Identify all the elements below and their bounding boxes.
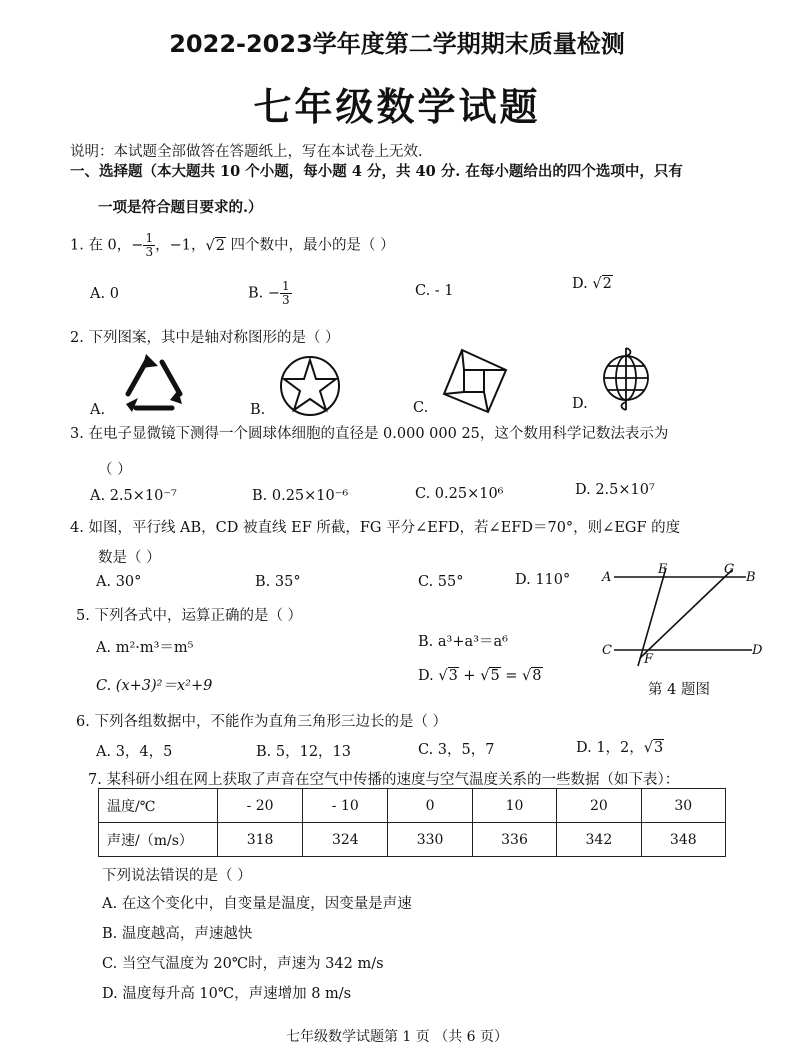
section1-heading: 一、选择题（本大题共 10 个小题，每小题 4 分，共 40 分. 在每小题给出的四个选项中，只有	[70, 163, 683, 180]
exam-subtitle: 七年级数学试题	[253, 85, 541, 129]
table-header-cell: 声速/（m/s）	[99, 823, 218, 857]
question-6-option-d: D. 1，2，√3	[576, 740, 664, 756]
question-4-stem: 4. 如图，平行线 AB，CD 被直线 EF 所截，FG 平分∠EFD，若∠EFD＝70°，则∠EGF 的度	[70, 520, 681, 536]
point-label-e: E	[658, 562, 668, 577]
table-cell: 324	[303, 823, 388, 857]
table-cell: 0	[388, 789, 472, 823]
question-3-stem: 3. 在电子显微镜下测得一个圆球体细胞的直径是 0.000 000 25，这个数用科学记数法表示为	[70, 426, 669, 442]
table-cell: 348	[641, 823, 725, 857]
question-2-option-b: B.	[250, 402, 266, 418]
point-label-a: A	[602, 570, 612, 585]
parallel-lines-figure	[596, 560, 766, 672]
question-3-option-a: A. 2.5×10⁻⁷	[90, 488, 177, 504]
question-1-option-d: D. √2	[572, 276, 612, 292]
star-in-circle-figure	[278, 354, 342, 418]
point-label-f: F	[644, 652, 654, 667]
temperature-speed-table	[98, 788, 726, 857]
exam-title: 2022-2023学年度第二学期期末质量检测	[169, 30, 625, 58]
fraction: $\frac{1}{3}$	[145, 231, 154, 259]
question-6-option-a: A. 3，4，5	[96, 744, 173, 760]
globe-figure	[600, 344, 652, 412]
point-label-d: D	[752, 643, 763, 658]
question-7-substem: 下列说法错误的是（ ）	[102, 868, 252, 884]
question-5-stem: 5. 下列各式中，运算正确的是（ ）	[76, 608, 303, 624]
question-2-stem: 2. 下列图案，其中是轴对称图形的是（ ）	[70, 330, 340, 346]
table-cell: - 20	[218, 789, 303, 823]
question-4-option-d: D. 110°	[515, 572, 571, 588]
table-cell: - 10	[303, 789, 388, 823]
pinwheel-square-figure	[440, 348, 510, 414]
question-5-option-d: D. √3 + √5 = √8	[418, 668, 542, 684]
question-3-option-d: D. 2.5×10⁷	[575, 482, 655, 498]
table-cell: 330	[388, 823, 472, 857]
question-4-option-a: A. 30°	[96, 574, 142, 590]
question-3-stem-cont: （ ）	[98, 462, 132, 478]
table-row	[99, 789, 726, 823]
point-label-c: C	[602, 643, 612, 658]
question-7-option-c: C. 当空气温度为 20℃时，声速为 342 m/s	[102, 956, 384, 972]
sqrt-expression: √2	[205, 237, 225, 254]
section1-heading-cont: 一项是符合题目要求的.）	[98, 199, 263, 216]
question-7-option-d: D. 温度每升高 10℃，声速增加 8 m/s	[102, 986, 352, 1002]
question-7-option-b: B. 温度越高，声速越快	[102, 926, 253, 942]
question-4-stem-cont: 数是（ ）	[98, 550, 161, 566]
question-5-option-a: A. m²·m³＝m⁵	[96, 640, 194, 656]
recycle-triangle-figure	[118, 352, 190, 414]
question-1-option-b: B. − $\frac{1}{3}$	[248, 279, 290, 307]
question-5-option-c: C. (x+3)²＝x²+9	[96, 678, 213, 694]
question-4-option-c: C. 55°	[418, 574, 464, 590]
table-cell: 10	[472, 789, 556, 823]
question-3-option-c: C. 0.25×10⁶	[415, 486, 504, 502]
table-cell: 30	[641, 789, 725, 823]
point-label-b: B	[746, 570, 756, 585]
question-6-option-b: B. 5，12，13	[256, 744, 352, 760]
question-1-option-a: A. 0	[90, 286, 119, 302]
question-1-stem: 1. 在 0，− $\frac{1}{3}$ ，−1，√2 四个数中，最小的是（ ）	[70, 231, 395, 259]
instructions-note: 说明：本试题全部做答在答题纸上，写在本试卷上无效.	[70, 144, 423, 160]
question-6-option-c: C. 3，5，7	[418, 742, 495, 758]
point-label-g: G	[724, 562, 735, 577]
question-7-stem: 7. 某科研小组在网上获取了声音在空气中传播的速度与空气温度关系的一些数据（如下表）：	[88, 772, 680, 788]
page-footer: 七年级数学试题第 1 页 （共 6 页）	[285, 1029, 509, 1045]
table-header-cell: 温度/℃	[99, 789, 218, 823]
table-cell: 318	[218, 823, 303, 857]
table-row	[99, 823, 726, 857]
question-7-option-a: A. 在这个变化中，自变量是温度，因变量是声速	[102, 896, 412, 912]
question-5-option-b: B. a³+a³＝a⁶	[418, 634, 508, 650]
question-1-option-c: C. - 1	[415, 283, 454, 299]
question-2-option-c: C.	[413, 400, 429, 416]
figure-4-caption: 第 4 题图	[648, 682, 710, 698]
question-2-option-a: A.	[90, 402, 106, 418]
question-6-stem: 6. 下列各组数据中，不能作为直角三角形三边长的是（ ）	[76, 714, 448, 730]
table-cell: 342	[557, 823, 641, 857]
question-3-option-b: B. 0.25×10⁻⁶	[252, 488, 349, 504]
table-cell: 336	[472, 823, 556, 857]
question-2-option-d: D.	[572, 396, 588, 412]
table-cell: 20	[557, 789, 641, 823]
question-4-option-b: B. 35°	[255, 574, 301, 590]
